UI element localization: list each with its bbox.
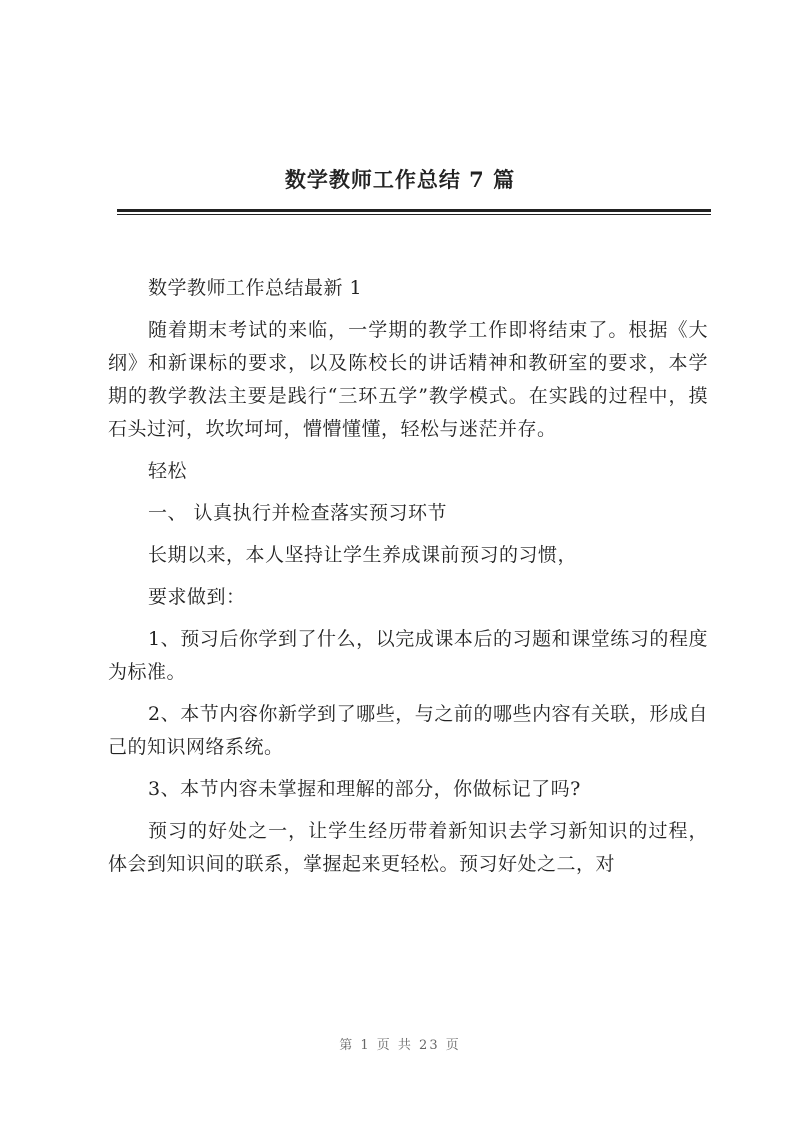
title-rule-thick [117, 209, 711, 212]
paragraph: 3、本节内容未掌握和理解的部分，你做标记了吗? [148, 778, 581, 800]
paragraph: 2、本节内容你新学到了哪些，与之前的哪些内容有关联，形成自己的知识网络系统。 [108, 703, 708, 758]
title-rule-thin [117, 214, 711, 215]
paragraph: 随着期末考试的来临，一学期的教学工作即将结束了。根据《大纲》和新课标的要求，以及陈校长的讲话精神和教研室的要求，本学期的教学教法主要是践行“三环五学”教学模式。在实践的过程中，摸石头过河，坎坎坷坷，懵懵懂懂，轻松与迷茫并存。 [108, 319, 708, 440]
page-footer: 第 1 页 共 23 页 [339, 1038, 461, 1053]
paragraph: 1、预习后你学到了什么，以完成课本后的习题和课堂练习的程度为标准。 [108, 628, 708, 683]
document-body [108, 272, 708, 881]
paragraph: 轻松 [148, 460, 188, 482]
paragraph: 长期以来，本人坚持让学生养成课前预习的习惯， [148, 544, 578, 566]
paragraph: 预习的好处之一，让学生经历带着新知识去学习新知识的过程，体会到知识间的联系，掌握起来更轻松。预习好处之二，对 [108, 820, 708, 875]
paragraph: 要求做到： [148, 586, 246, 608]
section-heading: 数学教师工作总结最新 1 [148, 277, 363, 299]
paragraph: 一、 认真执行并检查落实预习环节 [148, 502, 448, 524]
document-title: 数学教师工作总结 7 篇 [284, 167, 516, 192]
